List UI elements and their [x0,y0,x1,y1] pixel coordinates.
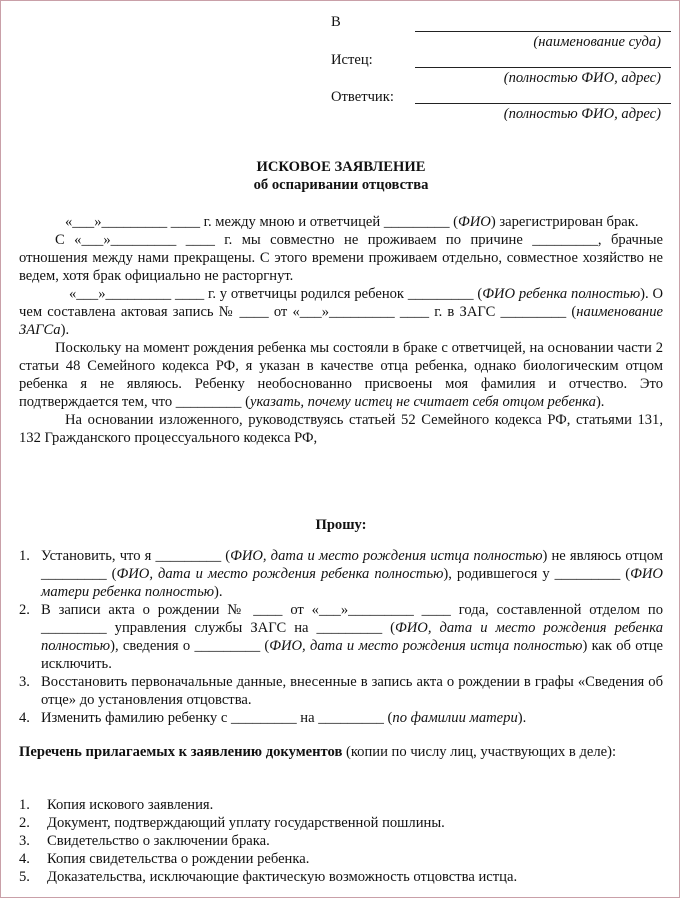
document-title: ИСКОВОЕ ЗАЯВЛЕНИЕ [256,159,426,175]
request-list [19,547,663,727]
plaintiff-label: Истец: [331,52,373,68]
request-item: 3. Восстановить первоначальные данные, внесенные в запись акта о рождении в графы «Сведения об отце» до установления отцовства. [19,674,663,708]
defendant-hint: (полностью ФИО, адрес) [503,106,661,122]
request-title: Прошу: [315,517,367,533]
request-item: 4. Изменить фамилию ребенку с _________ на _________ (по фамилии матери). [19,710,527,726]
attachment-item: 1. Копия искового заявления. [19,797,214,813]
court-hint: (наименование суда) [533,34,661,50]
paragraph-marriage: «___»_________ ____ г. между мною и ответчицей _________ (ФИО) зарегистрирован брак. [65,214,639,230]
paragraph-grounds: Поскольку на момент рождения ребенка мы состояли в браке с ответчицей, на основании части 2 статьи 48 Семейного кодекса РФ, я указан в качестве отца ребенка, однако биологическим отцом ребенка я не являюсь. Ребенку необоснованно присвоены моя фамилия и отчество. Это подтверждается тем, что _________ (указать, почему истец не считает себя отцом ребенка). [19,340,663,410]
attachment-item: 4. Копия свидетельства о рождении ребенка. [19,851,310,867]
court-label: В [331,14,341,30]
attachments-list [19,796,663,886]
paragraph-legal-basis: На основании изложенного, руководствуясь статьей 52 Семейного кодекса РФ, статьями 131, 132 Гражданского процессуального кодекса РФ, [19,412,663,446]
court-field-line [415,31,671,32]
plaintiff-field-line [415,67,671,68]
attachment-item: 5. Доказательства, исключающие фактическую возможность отцовства истца. [19,869,518,885]
paragraph-child-birth: «___»_________ ____ г. у ответчицы родился ребенок _________ (ФИО ребенка полностью). О чем составлена актовая запись № ____ от «___»_________ ____ г. в ЗАГС _________ (наименование ЗАГСа). [19,286,663,338]
plaintiff-hint: (полностью ФИО, адрес) [503,70,661,86]
attachments-title: Перечень прилагаемых к заявлению документов (копии по числу лиц, участвующих в деле): [19,744,617,760]
request-item: 2. В записи акта о рождении № ____ от «___»_________ ____ года, составленной отделом по _________ управления службы ЗАГС на _________ (ФИО, дата и место рождения ребенка полностью), сведения о _________ (ФИО, дата и место рождения истца полностью) как об отце исключить. [19,602,664,672]
defendant-label: Ответчик: [331,89,394,105]
paragraph-separation: С «___»_________ ____ г. мы совместно не проживаем по причине _________, брачные отношения между нами прекращены. С этого времени проживаем отдельно, совместное хозяйство не ведем, хотя брак официально не расторгнут. [19,232,663,284]
claim-body [19,213,663,447]
request-item: 1. Установить, что я _________ (ФИО, дата и место рождения истца полностью) не являюсь отцом _________ (ФИО, дата и место рождения ребенка полностью), родившегося у _________ (ФИО матери ребенка полностью). [19,548,663,600]
defendant-field-line [415,103,671,104]
attachment-item: 2. Документ, подтверждающий уплату государственной пошлины. [19,815,445,831]
document-subtitle: об оспаривании отцовства [253,177,429,193]
attachment-item: 3. Свидетельство о заключении брака. [19,833,270,849]
